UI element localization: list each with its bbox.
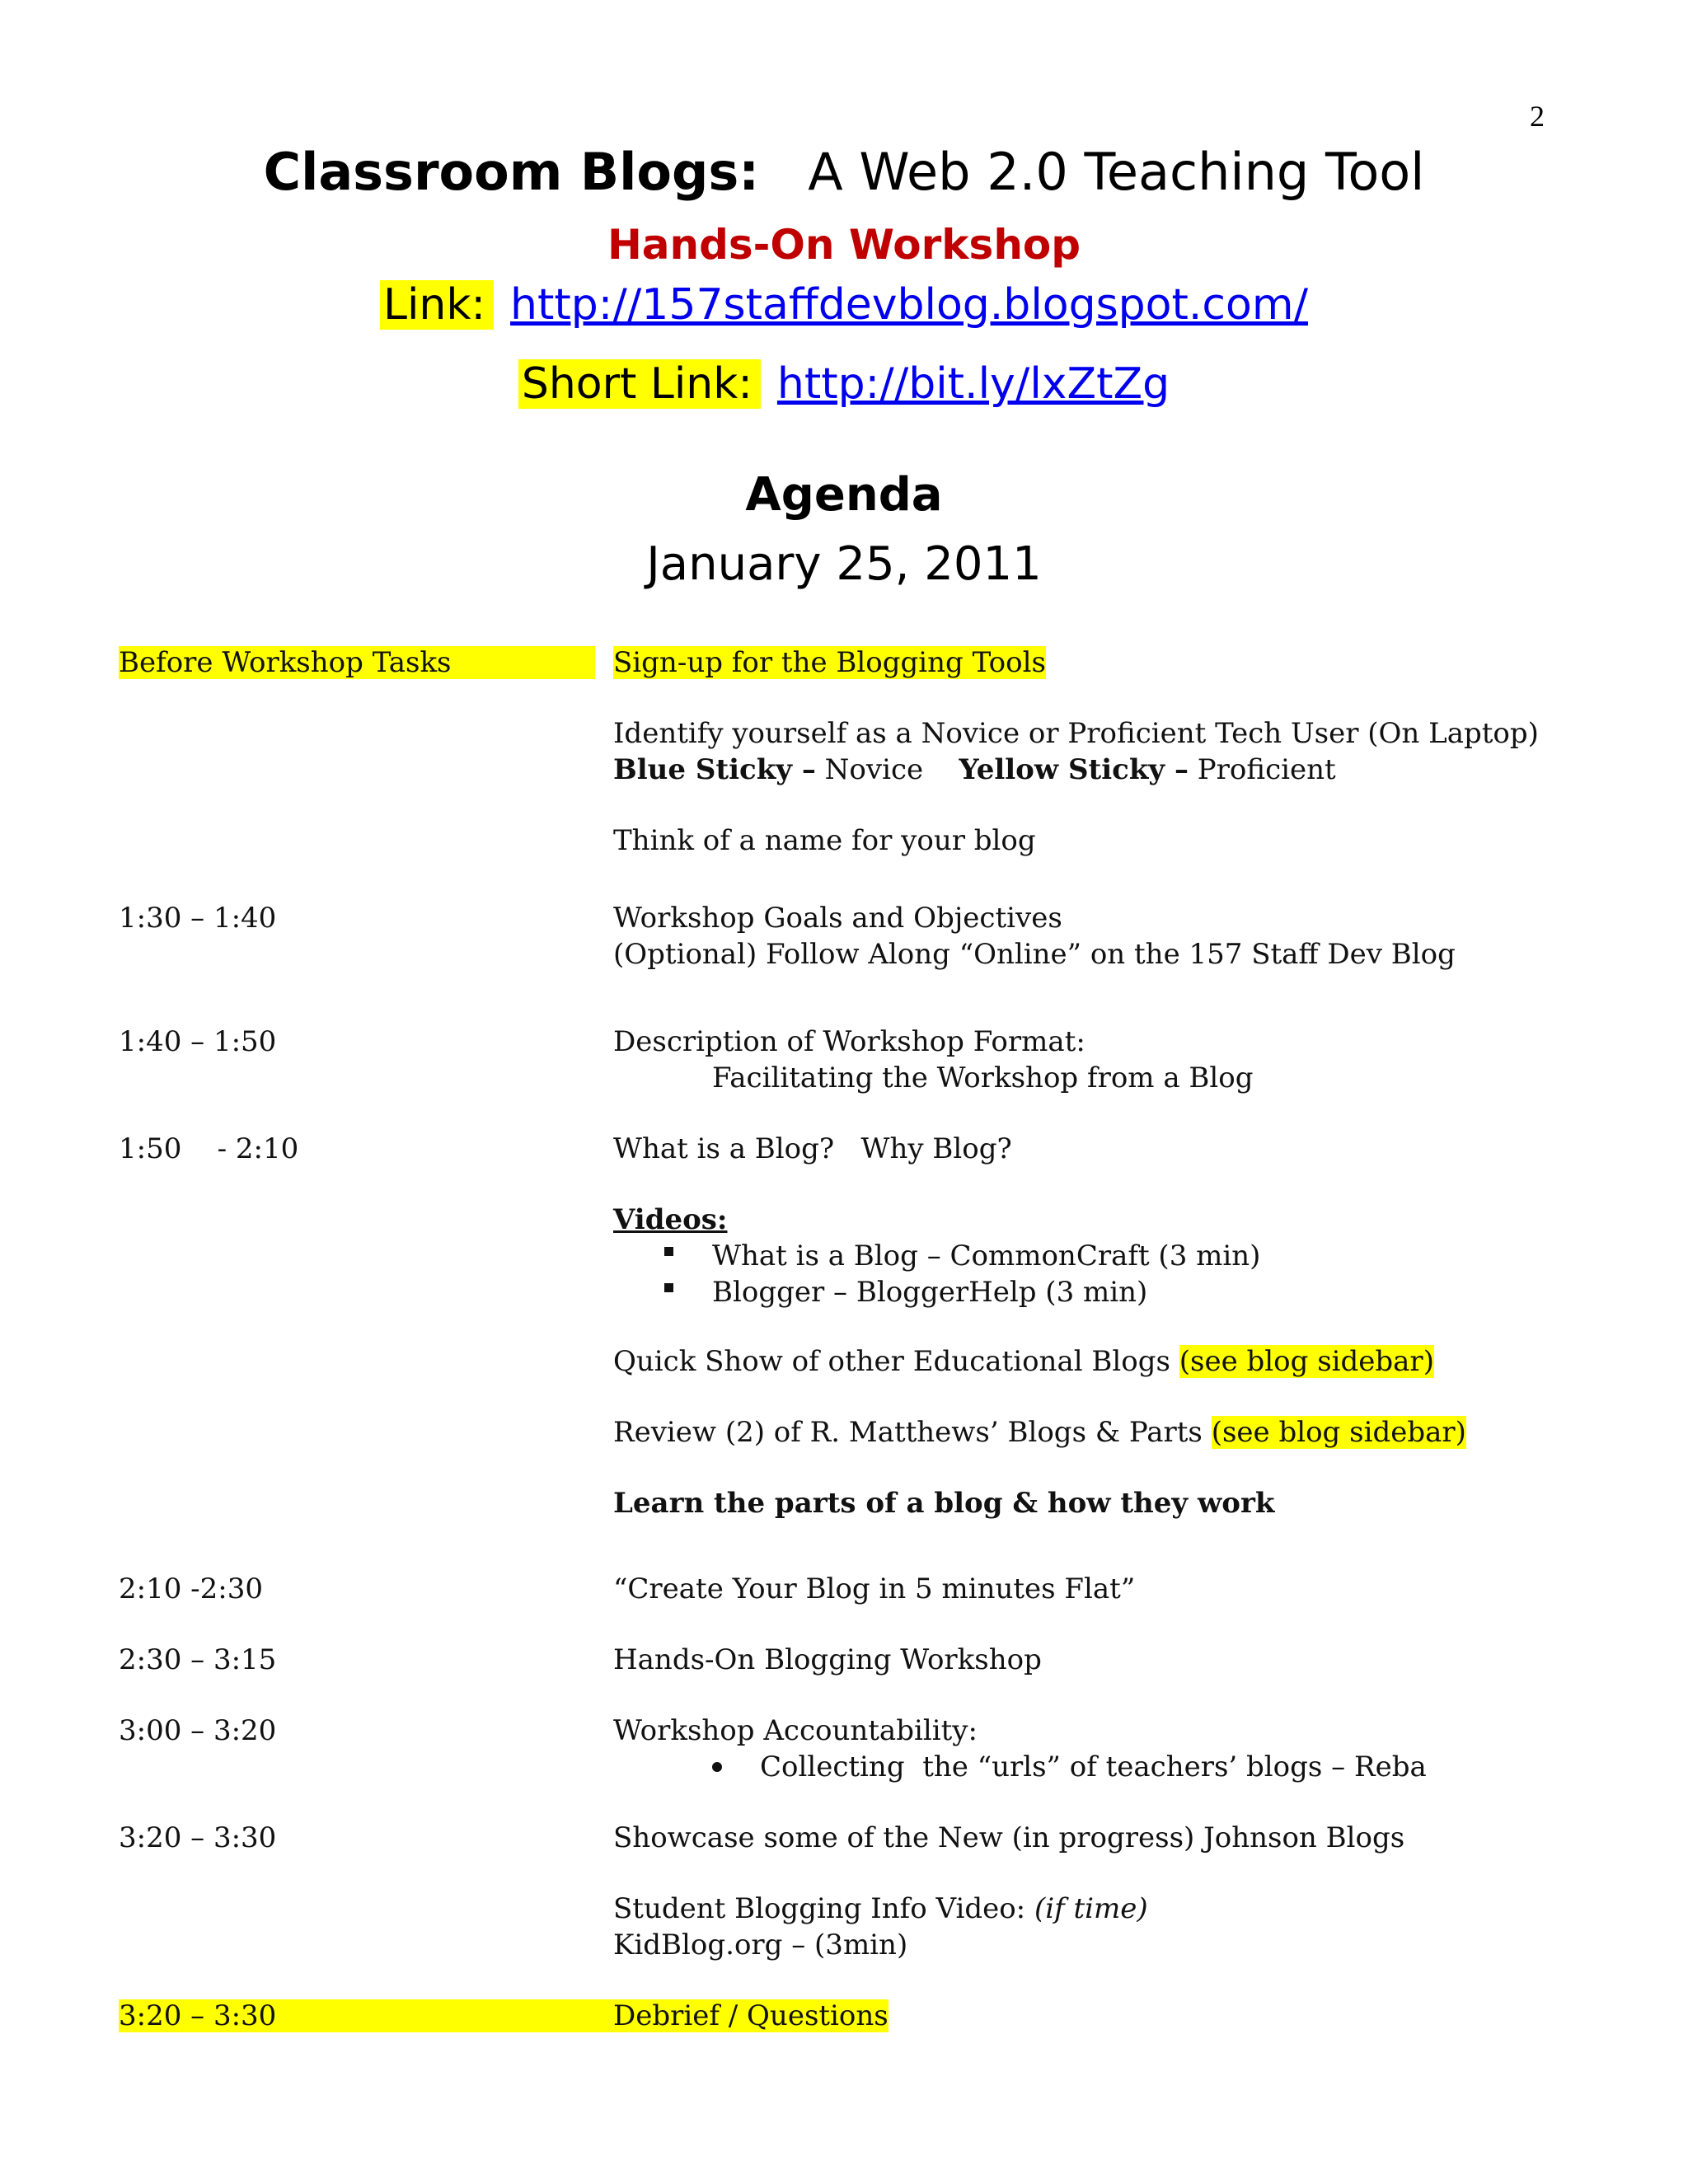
agenda-heading: Agenda <box>745 468 943 522</box>
follow-along-item: (Optional) Follow Along “Online” on the 157 Staff Dev Blog <box>613 938 1456 971</box>
square-bullet-icon <box>664 1283 673 1292</box>
review-item: Review (2) of R. Matthews’ Blogs & Parts (see blog sidebar) <box>613 1416 1466 1449</box>
page-number: 2 <box>1530 100 1545 133</box>
facilitating-item: Facilitating the Workshop from a Blog <box>712 1062 1254 1094</box>
kidblog-item: KidBlog.org – (3min) <box>613 1929 908 1961</box>
goals-item: Workshop Goals and Objectives <box>613 902 1062 935</box>
link-row <box>0 280 1688 330</box>
short-link-label: Short Link: <box>518 359 761 409</box>
title-bold: Classroom Blogs: <box>263 142 760 202</box>
time-slot: 3:00 – 3:20 <box>119 1714 277 1747</box>
sticky-legend: Blue Sticky – Novice Yellow Sticky – Proficient <box>613 753 1336 786</box>
time-slot: 3:20 – 3:30 <box>119 1821 277 1854</box>
time-slot: 1:40 – 1:50 <box>119 1025 277 1058</box>
debrief-item: Debrief / Questions <box>613 1999 889 2032</box>
hands-on-item: Hands-On Blogging Workshop <box>613 1643 1042 1676</box>
agenda-date: January 25, 2011 <box>646 537 1042 591</box>
think-name-task: Think of a name for your blog <box>613 824 1036 857</box>
blog-link[interactable]: http://157staffdevblog.blogspot.com/ <box>510 280 1308 330</box>
page-subtitle: Hands-On Workshop <box>607 221 1081 269</box>
signup-task: Sign-up for the Blogging Tools <box>613 646 1046 679</box>
accountability-item: Workshop Accountability: <box>613 1714 978 1747</box>
learn-parts-item: Learn the parts of a blog & how they work <box>613 1487 1275 1520</box>
create-blog-item: “Create Your Blog in 5 minutes Flat” <box>613 1572 1136 1605</box>
time-slot: 3:20 – 3:30 <box>119 1998 677 2034</box>
short-link[interactable]: http://bit.ly/lxZtZg <box>776 359 1170 409</box>
square-bullet-icon <box>664 1247 673 1256</box>
short-link-row <box>0 359 1688 409</box>
round-bullet-icon <box>712 1762 722 1772</box>
page-title <box>0 142 1688 202</box>
time-slot: 2:30 – 3:15 <box>119 1643 277 1676</box>
student-info-item: Student Blogging Info Video: (if time) <box>613 1892 1148 1925</box>
videos-heading: Videos: <box>613 1203 728 1236</box>
time-slot: 2:10 -2:30 <box>119 1572 263 1605</box>
video-item: Blogger – BloggerHelp (3 min) <box>712 1276 1148 1309</box>
showcase-item: Showcase some of the New (in progress) Johnson Blogs <box>613 1821 1405 1854</box>
time-slot: 1:30 – 1:40 <box>119 902 277 935</box>
before-workshop-label: Before Workshop Tasks <box>119 644 595 681</box>
collecting-item: Collecting the “urls” of teachers’ blogs – Reba <box>760 1750 1427 1783</box>
link-label: Link: <box>380 280 494 330</box>
quick-show-item: Quick Show of other Educational Blogs (see blog sidebar) <box>613 1345 1434 1378</box>
format-item: Description of Workshop Format: <box>613 1025 1085 1058</box>
identify-task: Identify yourself as a Novice or Proficient Tech User (On Laptop) <box>613 717 1539 750</box>
time-slot: 1:50 - 2:10 <box>119 1132 299 1165</box>
title-rest: A Web 2.0 Teaching Tool <box>808 142 1425 202</box>
what-is-blog-item: What is a Blog? Why Blog? <box>613 1132 1012 1165</box>
video-item: What is a Blog – CommonCraft (3 min) <box>712 1240 1261 1272</box>
